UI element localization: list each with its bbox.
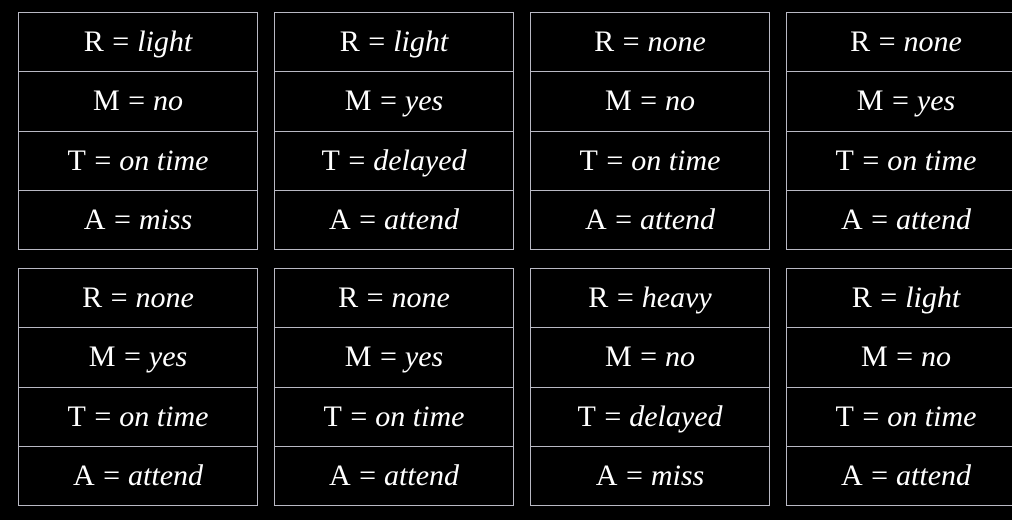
equals-sign: = [878,25,896,59]
attribute-key-train: T [835,143,855,177]
attribute-key-train: T [835,399,855,433]
attribute-value-attend: attend [896,202,972,236]
attribute-key-attend: A [840,202,864,236]
equals-sign: = [880,281,898,315]
equals-sign: = [112,25,130,59]
equals-sign: = [348,143,366,177]
attribute-row-attend [531,447,769,505]
equals-sign: = [615,202,633,236]
attribute-row-mood [531,328,769,387]
attribute-value-mood: no [665,340,696,374]
equals-sign: = [359,458,377,492]
equals-sign: = [123,340,141,374]
attribute-value-train: on time [119,399,209,433]
attribute-key-mood: M [856,84,884,118]
attribute-row-rain [787,13,1012,72]
equals-sign: = [350,399,368,433]
example-card [786,268,1012,506]
attribute-key-mood: M [344,340,372,374]
equals-sign: = [871,458,889,492]
equals-sign: = [110,281,128,315]
equals-sign: = [896,340,914,374]
attribute-key-train: T [67,399,87,433]
equals-sign: = [891,84,909,118]
attribute-value-rain: heavy [641,281,712,315]
attribute-value-attend: miss [650,458,705,492]
attribute-key-train: T [577,399,597,433]
equals-sign: = [871,202,889,236]
attribute-key-attend: A [328,202,352,236]
attribute-value-attend: attend [128,458,204,492]
attribute-value-mood: no [665,84,696,118]
example-card [786,12,1012,250]
attribute-row-train [19,132,257,191]
attribute-row-attend [787,191,1012,249]
attribute-value-rain: light [905,281,961,315]
attribute-row-rain [787,269,1012,328]
equals-sign: = [640,340,658,374]
attribute-row-attend [787,447,1012,505]
equals-sign: = [604,399,622,433]
attribute-key-mood: M [604,340,633,374]
equals-sign: = [94,143,112,177]
attribute-key-attend: A [840,458,864,492]
attribute-row-mood [787,328,1012,387]
example-card [18,12,258,250]
attribute-key-train: T [67,143,87,177]
attribute-key-mood: M [860,340,889,374]
example-card [18,268,258,506]
attribute-row-train [275,132,513,191]
equals-sign: = [622,25,640,59]
attribute-key-mood: M [604,84,633,118]
attribute-value-train: on time [119,143,209,177]
equals-sign: = [103,458,121,492]
equals-sign: = [368,25,386,59]
example-card [530,12,770,250]
attribute-value-mood: yes [404,340,444,374]
attribute-value-mood: no [921,340,952,374]
attribute-value-attend: attend [640,202,716,236]
attribute-row-rain [275,269,513,328]
attribute-key-rain: R [594,25,615,59]
attribute-value-train: on time [375,399,465,433]
attribute-value-attend: attend [896,458,972,492]
attribute-key-mood: M [88,340,116,374]
attribute-key-rain: R [850,25,871,59]
equals-sign: = [366,281,384,315]
attribute-key-attend: A [328,458,352,492]
attribute-value-rain: none [135,281,194,315]
attribute-row-mood [275,72,513,131]
equals-sign: = [862,399,880,433]
attribute-key-rain: R [338,281,359,315]
attribute-key-rain: R [82,281,103,315]
equals-sign: = [379,84,397,118]
attribute-row-attend [531,191,769,249]
attribute-value-mood: no [153,84,184,118]
equals-sign: = [113,202,131,236]
attribute-row-mood [531,72,769,131]
example-card [274,268,514,506]
attribute-key-attend: A [584,202,608,236]
attribute-value-rain: none [647,25,706,59]
attribute-row-attend [275,191,513,249]
attribute-key-rain: R [851,281,873,315]
equals-sign: = [640,84,658,118]
equals-sign: = [606,143,624,177]
attribute-row-attend [19,191,257,249]
equals-sign: = [862,143,880,177]
attribute-row-mood [275,328,513,387]
attribute-key-rain: R [588,281,609,315]
attribute-key-mood: M [92,84,121,118]
attribute-value-train: on time [631,143,721,177]
attribute-row-mood [19,72,257,131]
equals-sign: = [128,84,146,118]
attribute-key-rain: R [83,25,105,59]
attribute-row-train [787,388,1012,447]
equals-sign: = [625,458,643,492]
attribute-row-rain [275,13,513,72]
attribute-value-rain: light [393,25,449,59]
attribute-row-train [19,388,257,447]
attribute-row-rain [531,269,769,328]
attribute-value-mood: yes [404,84,444,118]
attribute-key-train: T [323,399,343,433]
attribute-value-attend: attend [384,202,460,236]
attribute-row-train [531,132,769,191]
attribute-row-rain [531,13,769,72]
attribute-row-mood [787,72,1012,131]
attribute-row-mood [19,328,257,387]
example-card [530,268,770,506]
attribute-key-train: T [579,143,599,177]
attribute-row-rain [19,269,257,328]
equals-sign: = [379,340,397,374]
attribute-row-train [531,388,769,447]
attribute-key-rain: R [339,25,361,59]
attribute-row-attend [275,447,513,505]
attribute-value-rain: light [137,25,193,59]
attribute-key-attend: A [595,458,618,492]
attribute-value-attend: attend [384,458,460,492]
attribute-row-rain [19,13,257,72]
attribute-key-attend: A [83,202,106,236]
equals-sign: = [94,399,112,433]
attribute-value-train: delayed [373,143,467,177]
attribute-value-train: on time [887,399,977,433]
attribute-key-attend: A [72,458,96,492]
equals-sign: = [616,281,634,315]
equals-sign: = [359,202,377,236]
attribute-value-train: delayed [629,399,723,433]
attribute-value-train: on time [887,143,977,177]
attribute-value-rain: none [903,25,962,59]
attribute-value-rain: none [391,281,450,315]
attribute-value-mood: yes [916,84,956,118]
attribute-row-train [275,388,513,447]
example-card [274,12,514,250]
attribute-value-attend: miss [138,202,193,236]
attribute-key-train: T [321,143,341,177]
attribute-row-attend [19,447,257,505]
attribute-value-mood: yes [148,340,188,374]
attribute-row-train [787,132,1012,191]
attribute-key-mood: M [344,84,372,118]
